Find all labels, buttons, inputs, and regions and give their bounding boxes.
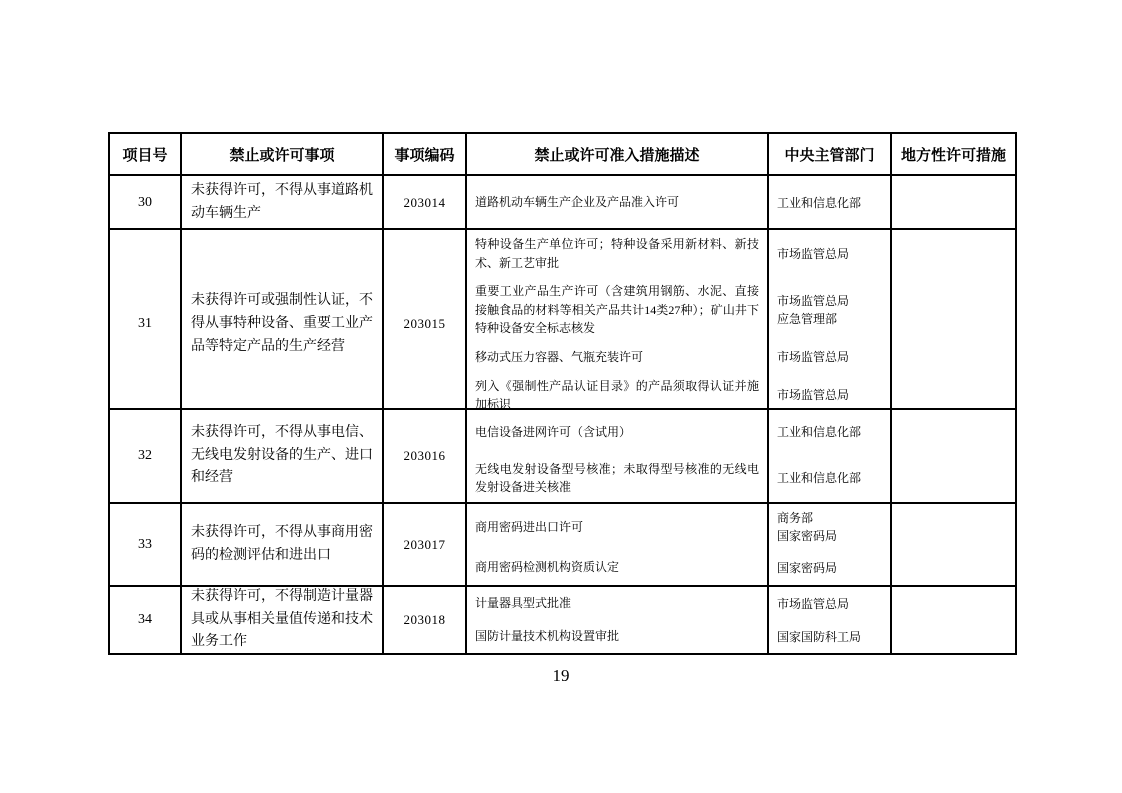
measure-description-cell: 商用密码进出口许可 bbox=[465, 504, 767, 550]
central-department-cell bbox=[767, 550, 890, 585]
department-name: 市场监管总局 bbox=[777, 294, 850, 309]
code-cell: 203017 bbox=[382, 504, 465, 585]
measure-description-cell: 国防计量技术机构设置审批 bbox=[465, 620, 767, 653]
header-central-dept: 中央主管部门 bbox=[767, 134, 890, 174]
department-name: 工业和信息化部 bbox=[777, 425, 862, 440]
local-measures-cell bbox=[890, 410, 1015, 502]
department-name: 国家密码局 bbox=[777, 560, 838, 575]
department-name: 工业和信息化部 bbox=[777, 195, 862, 210]
table-row bbox=[110, 585, 1015, 653]
central-department-cell bbox=[767, 620, 890, 653]
code-cell: 203016 bbox=[382, 410, 465, 502]
code-cell: 203015 bbox=[382, 230, 465, 419]
local-measures-cell bbox=[890, 230, 1015, 419]
department-name: 市场监管总局 bbox=[777, 388, 850, 403]
table-header-row bbox=[110, 134, 1015, 174]
header-measures: 禁止或许可准入措施描述 bbox=[465, 134, 767, 174]
table-row bbox=[110, 502, 1015, 585]
item-number-cell: 32 bbox=[138, 448, 152, 463]
central-department-cell bbox=[767, 587, 890, 620]
department-name: 市场监管总局 bbox=[777, 246, 850, 261]
department-name: 国家国防科工局 bbox=[777, 629, 862, 644]
measure-description-cell: 移动式压力容器、气瓶充装许可 bbox=[465, 343, 767, 372]
header-local-measures: 地方性许可措施 bbox=[890, 134, 1015, 174]
department-name: 工业和信息化部 bbox=[777, 471, 862, 486]
central-department-cell bbox=[767, 455, 890, 502]
matter-cell: 未获得许可，不得从事商用密码的检测评估和进出口 bbox=[180, 504, 382, 585]
department-name: 市场监管总局 bbox=[777, 350, 850, 365]
item-number-cell: 33 bbox=[138, 536, 152, 552]
item-number-cell: 30 bbox=[138, 194, 152, 210]
measure-description-cell: 电信设备进网许可（含试用） bbox=[465, 410, 767, 455]
code-cell: 203018 bbox=[382, 587, 465, 653]
measure-description-cell: 道路机动车辆生产企业及产品准入许可 bbox=[465, 176, 767, 229]
item-number-cell: 34 bbox=[138, 612, 152, 627]
department-name: 商务部 bbox=[777, 511, 814, 525]
department-name: 应急管理部 bbox=[777, 312, 838, 327]
table-row bbox=[110, 408, 1015, 502]
central-department-cell bbox=[767, 277, 890, 343]
header-item-no: 项目号 bbox=[122, 147, 168, 164]
central-department-cell bbox=[767, 230, 890, 277]
department-name: 国家密码局 bbox=[777, 529, 838, 543]
header-matter: 禁止或许可事项 bbox=[180, 134, 382, 174]
local-measures-cell bbox=[890, 176, 1015, 229]
measure-description-cell: 列入《强制性产品认证目录》的产品须取得认证并施加标识 bbox=[465, 372, 767, 419]
code-cell: 203014 bbox=[382, 176, 465, 229]
department-name: 市场监管总局 bbox=[777, 596, 850, 611]
matter-cell: 未获得许可，不得从事道路机动车辆生产 bbox=[180, 176, 382, 229]
central-department-cell bbox=[767, 343, 890, 372]
access-list-table bbox=[108, 132, 1017, 655]
measure-description-cell: 特种设备生产单位许可；特种设备采用新材料、新技术、新工艺审批 bbox=[465, 230, 767, 277]
table-row bbox=[110, 174, 1015, 228]
header-code: 事项编码 bbox=[382, 134, 465, 174]
central-department-cell bbox=[767, 176, 890, 229]
table-row bbox=[110, 228, 1015, 412]
item-number-cell: 31 bbox=[138, 316, 152, 332]
central-department-cell bbox=[767, 504, 890, 550]
matter-cell: 未获得许可或强制性认证，不得从事特种设备、重要工业产品等特定产品的生产经营 bbox=[180, 230, 382, 419]
measure-description-cell: 无线电发射设备型号核准；未取得型号核准的无线电发射设备进关核准 bbox=[465, 455, 767, 502]
measure-description-cell: 重要工业产品生产许可（含建筑用钢筋、水泥、直接接触食品的材料等相关产品共计14类27种）；矿山井下特种设备安全标志核发 bbox=[465, 277, 767, 343]
page-number: 19 bbox=[552, 666, 570, 685]
measure-description-cell: 计量器具型式批准 bbox=[465, 587, 767, 620]
matter-cell: 未获得许可，不得从事电信、无线电发射设备的生产、进口和经营 bbox=[180, 410, 382, 502]
local-measures-cell bbox=[890, 504, 1015, 585]
local-measures-cell bbox=[890, 587, 1015, 653]
matter-cell: 未获得许可，不得制造计量器具或从事相关量值传递和技术业务工作 bbox=[180, 587, 382, 653]
measure-description-cell: 商用密码检测机构资质认定 bbox=[465, 550, 767, 585]
central-department-cell bbox=[767, 410, 890, 455]
